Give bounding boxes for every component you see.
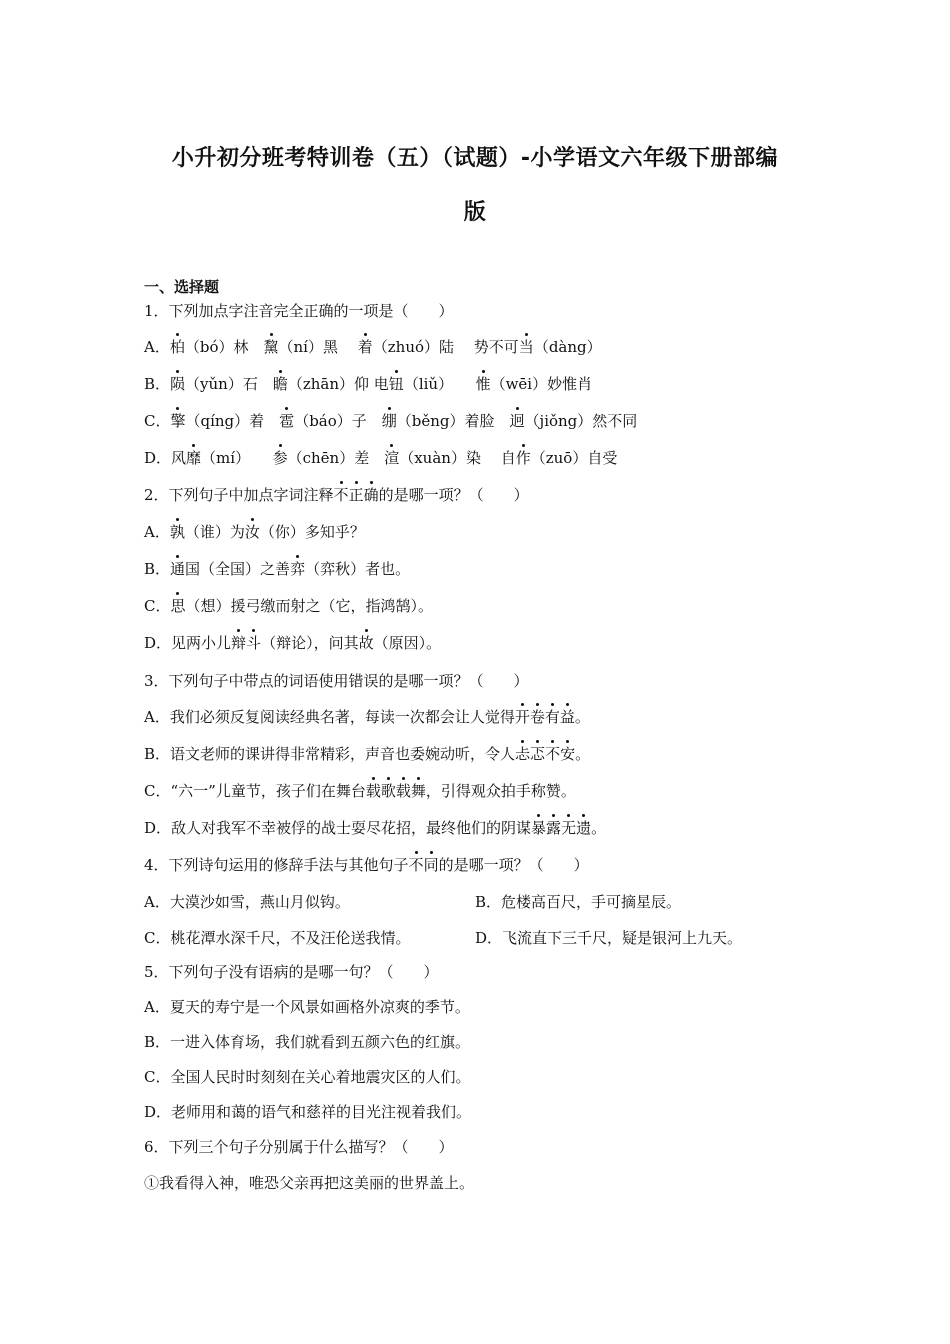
dotted-char: 暴 [531, 819, 547, 837]
q3-option-b: B．语文老师的课讲得非常精彩，声音也委婉动听，令人忐忑不安。 [144, 745, 591, 763]
q6-sentence-1: ①我看得入神，唯恐父亲再把这美丽的世界盖上。 [144, 1174, 475, 1192]
q1-option-c: C．擎（qíng）着 雹（báo）子 绷（běng）着脸 迥（jiǒng）然不同 [144, 412, 638, 430]
q1-option-a: A．柏（bó）林 黧（ní）黑 着（zhuó）陆 势不可当（dàng） [144, 338, 602, 356]
dotted-char: 益 [559, 708, 575, 726]
q5-option-a: A．夏天的寿宁是一个风景如画格外凉爽的季节。 [144, 998, 470, 1016]
q4-option-a: A．大漠沙如雪，燕山月似钩。 [144, 893, 350, 911]
dotted-char: 忐 [515, 745, 531, 763]
q1-option-d: D．风靡（mí） 参（chēn）差 渲（xuàn）染 自作（zuō）自受 [144, 449, 618, 467]
dotted-char: 无 [561, 819, 577, 837]
dotted-char: 不 [333, 486, 349, 504]
dotted-char: 歌 [380, 782, 396, 800]
dotted-char: 露 [546, 819, 562, 837]
dotted-char: 安 [560, 745, 576, 763]
dotted-char: 同 [423, 856, 439, 874]
question-1-stem: 1．下列加点字注音完全正确的一项是（ ） [144, 302, 454, 320]
dotted-char: 开 [514, 708, 530, 726]
dotted-char: 忑 [530, 745, 546, 763]
question-3-stem: 3．下列句子中带点的词语使用错误的是哪一项？（ ） [144, 672, 529, 690]
q3-option-c: C．“六一”儿童节，孩子们在舞台载歌载舞，引得观众拍手称赞。 [144, 782, 576, 800]
q5-option-c: C．全国人民时时刻刻在关心着地震灾区的人们。 [144, 1068, 471, 1086]
dotted-char: 确 [363, 486, 379, 504]
document-title [140, 132, 810, 240]
q1-option-b: B．陨（yǔn）石 瞻（zhān）仰 电钮（liǔ） 惟（wēi）妙惟肖 [144, 375, 593, 393]
section-heading: 一、选择题 [144, 278, 220, 296]
q2-option-d: D．见两小儿辩斗（辩论），问其故（原因）。 [144, 634, 442, 652]
dotted-char: 卷 [529, 708, 545, 726]
dotted-char: 载 [365, 782, 381, 800]
question-5-stem: 5．下列句子没有语病的是哪一句？（ ） [144, 963, 439, 981]
q4-option-b: B．危楼高百尺，手可摘星辰。 [475, 893, 682, 911]
q3-option-d: D．敌人对我军不幸被俘的战士耍尽花招，最终他们的阴谋暴露无遗。 [144, 819, 607, 837]
q2-option-a: A．孰（谁）为汝（你）多知乎？ [144, 523, 365, 541]
q4-option-c: C．桃花潭水深千尺，不及汪伦送我情。 [144, 929, 411, 947]
q4-option-d: D．飞流直下三千尺，疑是银河上九天。 [475, 929, 743, 947]
q3-option-a: A．我们必须反复阅读经典名著，每读一次都会让人觉得开卷有益。 [144, 708, 590, 726]
q2-option-c: C．思（想）援弓缴而射之（它，指鸿鹄）。 [144, 597, 434, 615]
dotted-char: 舞 [410, 782, 426, 800]
q5-option-b: B．一进入体育场，我们就看到五颜六色的红旗。 [144, 1033, 471, 1051]
question-6-stem: 6．下列三个句子分别属于什么描写？（ ） [144, 1138, 454, 1156]
title-line-1: 小升初分班考特训卷（五）（试题）-小学语文六年级下册部编 [171, 146, 779, 171]
dotted-char: 载 [395, 782, 411, 800]
dotted-char: 正 [348, 486, 364, 504]
dotted-char: 有 [544, 708, 560, 726]
dotted-char: 不 [545, 745, 561, 763]
dotted-char: 遗 [576, 819, 592, 837]
title-line-2: 版 [463, 200, 487, 225]
q5-option-d: D．老师用和蔼的语气和慈祥的目光注视着我们。 [144, 1103, 472, 1121]
question-2-stem: 2．下列句子中加点字词注释不正确的是哪一项？（ ） [144, 486, 529, 504]
dotted-char: 不 [408, 856, 424, 874]
question-4-stem: 4．下列诗句运用的修辞手法与其他句子不同的是哪一项？（ ） [144, 856, 589, 874]
q2-option-b: B．通国（全国）之善弈（弈秋）者也。 [144, 560, 411, 578]
